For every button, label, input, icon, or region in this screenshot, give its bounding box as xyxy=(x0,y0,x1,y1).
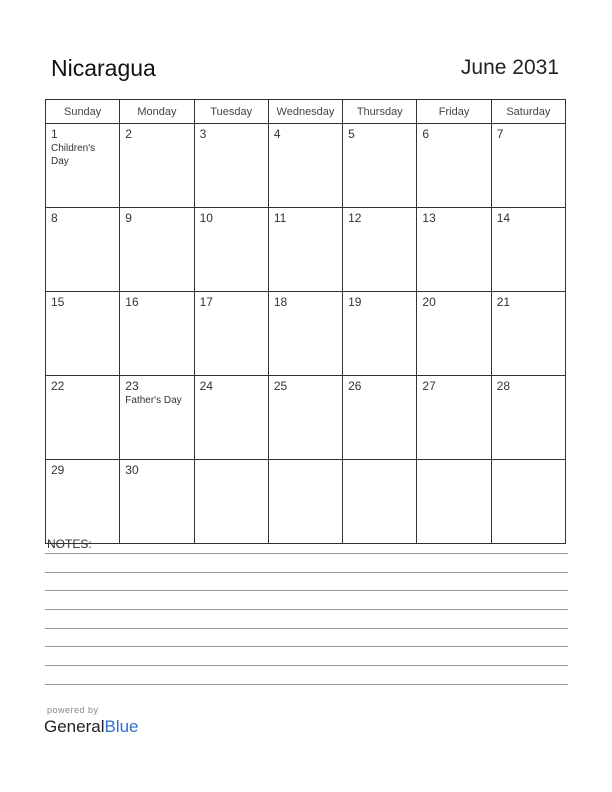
calendar-day-cell xyxy=(268,460,342,544)
calendar-day-cell xyxy=(343,292,417,376)
calendar-day-cell xyxy=(120,376,194,460)
calendar-day-cell xyxy=(491,124,565,208)
day-number: 14 xyxy=(496,211,511,225)
day-number: 28 xyxy=(496,379,511,393)
month-year-title: June 2031 xyxy=(460,56,559,79)
calendar-week-row xyxy=(46,460,566,544)
calendar-day-cell xyxy=(268,124,342,208)
day-number: 26 xyxy=(348,379,362,393)
calendar-day-cell xyxy=(417,460,491,544)
day-number: 20 xyxy=(422,295,436,309)
calendar-day-cell xyxy=(46,208,120,292)
day-number: 1 xyxy=(51,127,58,141)
note-line xyxy=(45,572,568,573)
day-number: 18 xyxy=(273,295,288,309)
note-line xyxy=(45,684,568,685)
calendar-day-cell xyxy=(417,124,491,208)
calendar-day-cell xyxy=(268,376,342,460)
day-number: 25 xyxy=(273,379,288,393)
weekday-saturday: Saturday xyxy=(491,100,565,124)
calendar-week-row xyxy=(46,208,566,292)
day-number: 24 xyxy=(199,379,213,393)
note-line xyxy=(45,590,568,591)
day-number: 23 xyxy=(125,379,139,393)
day-number: 29 xyxy=(51,463,65,477)
calendar-day-cell xyxy=(343,376,417,460)
weekday-friday: Friday xyxy=(417,100,491,124)
day-number: 15 xyxy=(51,295,65,309)
calendar-body xyxy=(46,124,566,544)
day-number: 5 xyxy=(348,127,355,141)
weekday-tuesday: Tuesday xyxy=(194,100,268,124)
notes-label: NOTES: xyxy=(47,537,92,551)
calendar-day-cell xyxy=(194,292,268,376)
day-number: 16 xyxy=(125,295,139,309)
note-line xyxy=(45,553,568,554)
day-number: 8 xyxy=(51,211,58,225)
country-title: Nicaragua xyxy=(51,55,156,81)
brand-general-text: General xyxy=(44,717,105,736)
calendar-week-row xyxy=(46,124,566,208)
calendar-day-cell xyxy=(417,376,491,460)
powered-by-text: powered by xyxy=(47,705,99,715)
holiday-label: Father's Day xyxy=(125,395,182,406)
calendar-day-cell xyxy=(194,460,268,544)
day-number: 10 xyxy=(199,211,213,225)
calendar-week-row xyxy=(46,292,566,376)
weekday-sunday: Sunday xyxy=(46,100,120,124)
calendar-day-cell xyxy=(343,124,417,208)
calendar-day-cell xyxy=(491,208,565,292)
day-number: 13 xyxy=(422,211,436,225)
weekday-thursday: Thursday xyxy=(343,100,417,124)
brand-blue-text: Blue xyxy=(104,717,139,736)
calendar-day-cell xyxy=(417,208,491,292)
calendar-day-cell xyxy=(343,460,417,544)
calendar-grid xyxy=(45,99,566,544)
day-number: 9 xyxy=(125,211,132,225)
calendar-day-cell xyxy=(120,124,194,208)
day-number: 27 xyxy=(422,379,436,393)
day-number: 21 xyxy=(496,295,511,309)
calendar-day-cell xyxy=(120,292,194,376)
day-number: 7 xyxy=(496,127,504,141)
holiday-label: Children's Day xyxy=(51,143,96,167)
calendar-day-cell xyxy=(120,460,194,544)
generalblue-logo xyxy=(44,717,139,737)
calendar-day-cell xyxy=(46,376,120,460)
calendar-day-cell xyxy=(46,124,120,208)
calendar-day-cell xyxy=(491,292,565,376)
calendar-day-cell xyxy=(194,124,268,208)
day-number: 11 xyxy=(273,211,287,225)
calendar-day-cell xyxy=(343,208,417,292)
calendar-day-cell xyxy=(491,376,565,460)
calendar-day-cell xyxy=(268,292,342,376)
calendar-day-cell xyxy=(120,208,194,292)
note-line xyxy=(45,646,568,647)
weekday-wednesday: Wednesday xyxy=(268,100,342,124)
day-number: 19 xyxy=(348,295,362,309)
note-line xyxy=(45,609,568,610)
day-number: 4 xyxy=(273,127,281,141)
calendar-day-cell xyxy=(46,292,120,376)
calendar-day-cell xyxy=(194,208,268,292)
day-number: 12 xyxy=(348,211,362,225)
day-number: 30 xyxy=(125,463,139,477)
note-line xyxy=(45,665,568,666)
calendar-day-cell xyxy=(194,376,268,460)
calendar-day-cell xyxy=(417,292,491,376)
note-line xyxy=(45,628,568,629)
calendar-day-cell xyxy=(268,208,342,292)
calendar-day-cell xyxy=(46,460,120,544)
calendar-day-cell xyxy=(491,460,565,544)
day-number: 2 xyxy=(125,127,132,141)
day-number: 22 xyxy=(51,379,65,393)
day-number: 6 xyxy=(422,127,430,141)
weekday-monday: Monday xyxy=(120,100,194,124)
weekday-header-row xyxy=(46,100,566,124)
calendar-week-row xyxy=(46,376,566,460)
day-number: 17 xyxy=(199,295,213,309)
day-number: 3 xyxy=(199,127,207,141)
